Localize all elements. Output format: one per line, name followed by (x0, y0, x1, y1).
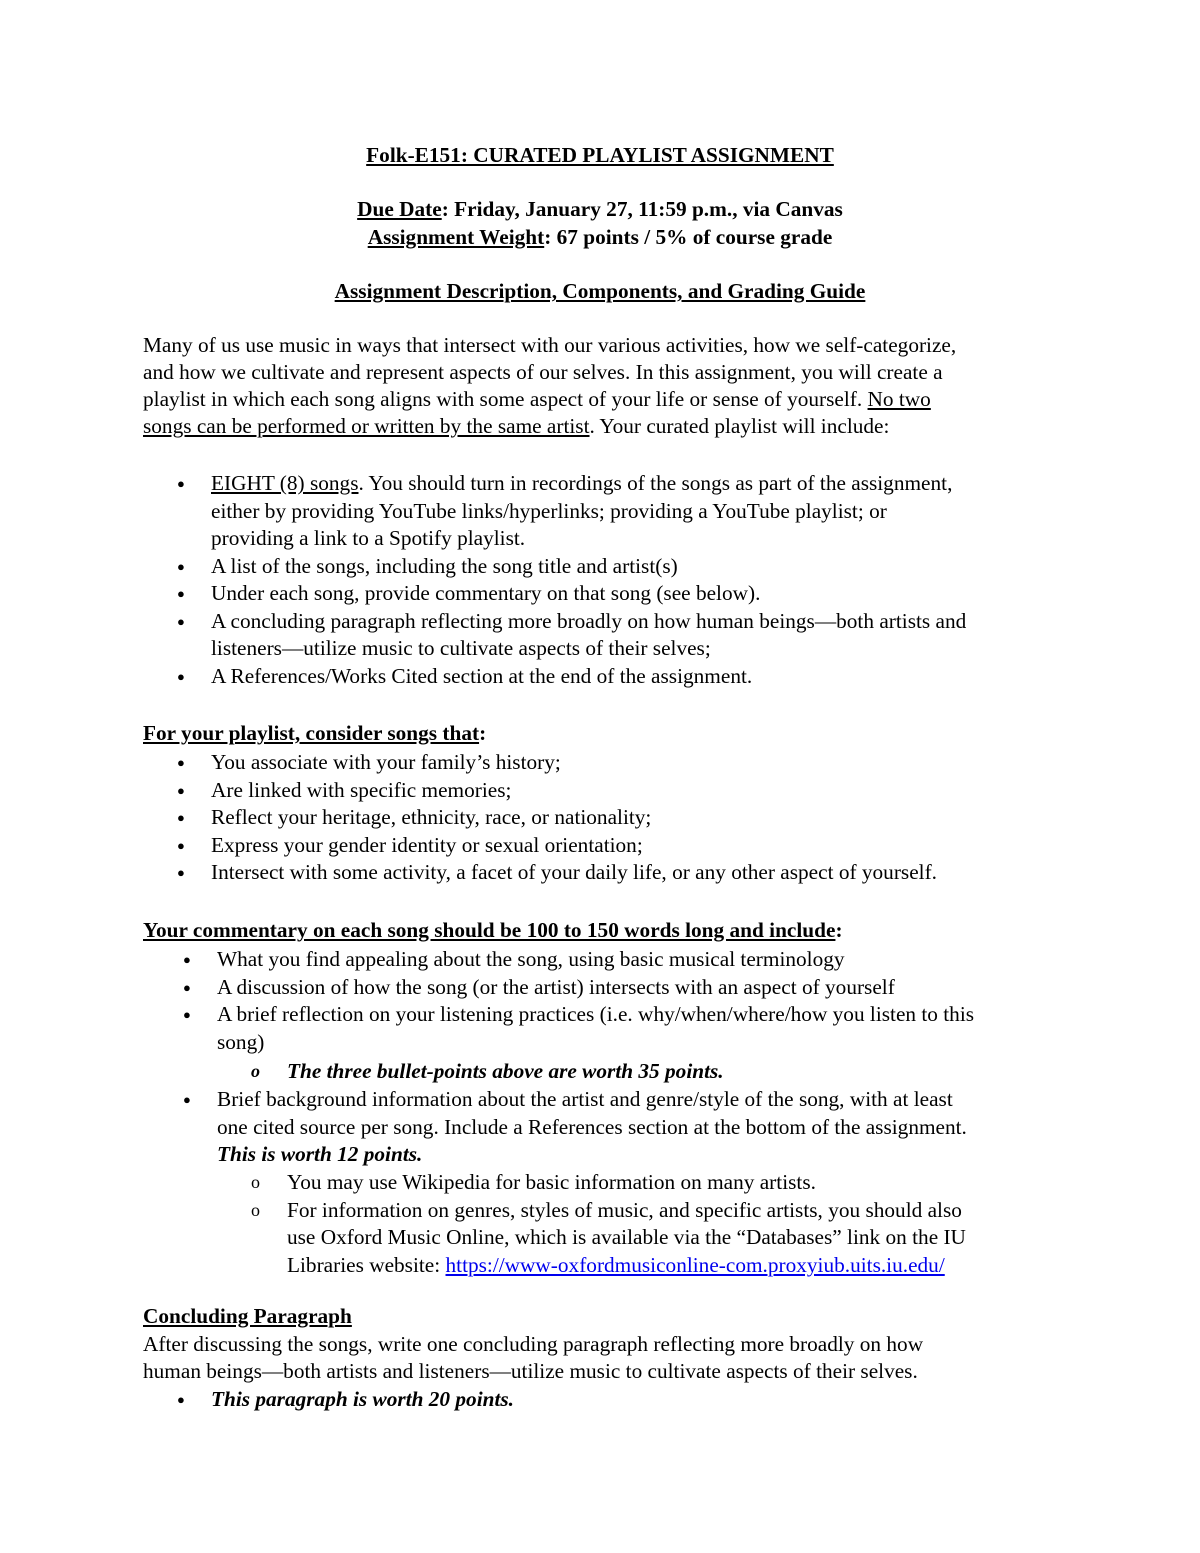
sub-list-text: use Oxford Music Online, which is available via the “Databases” link on the IU (287, 1225, 966, 1249)
concluding-paragraph (143, 1331, 1063, 1385)
oxford-music-online-link[interactable]: https://www-oxfordmusiconline-com.proxyiub.uits.iu.edu/ (445, 1252, 945, 1277)
list-item-text: . You should turn in recordings of the songs as part of the assignment, (358, 471, 953, 495)
consider-heading (143, 720, 1063, 747)
list-item-text: providing a link to a Spotify playlist. (211, 526, 526, 550)
intro-text: . Your curated playlist will include: (589, 414, 890, 438)
list-item-text: ● A brief reflection on your listening practices (i.e. why/when/where/how you listen to this (217, 1002, 975, 1026)
list-item: ● This paragraph is worth 20 points. (143, 1386, 1063, 1414)
list-item: ● A References/Works Cited section at the end of the assignment. (143, 663, 1063, 691)
commentary-heading-text: Your commentary on each song should be 100 to 150 words long and include (143, 918, 836, 942)
commentary-heading (143, 917, 1063, 944)
concluding-line: human beings—both artists and listeners—utilize music to cultivate aspects of their selves. (143, 1359, 918, 1383)
consider-list (143, 749, 1063, 887)
list-item: ● Under each song, provide commentary on that song (see below). (143, 580, 1063, 608)
list-item: ● Reflect your heritage, ethnicity, race, or nationality; (143, 804, 1063, 832)
section-heading (0, 278, 1200, 305)
commentary-list (143, 946, 1063, 1056)
consider-heading-text: For your playlist, consider songs that (143, 721, 480, 745)
intro-line: Many of us use music in ways that intersect with our various activities, how we self-categorize, (143, 333, 957, 357)
due-date-label: Due Date (357, 197, 442, 221)
commentary-list-cont (143, 1086, 1063, 1169)
intro-text: playlist in which each song aligns with some aspect of your life or sense of yourself. (143, 387, 868, 411)
due-date-value: : Friday, January 27, 11:59 p.m., via Canvas (441, 197, 843, 221)
concluding-heading-text: Concluding Paragraph (143, 1304, 352, 1328)
commentary-sublist-2 (143, 1169, 1063, 1279)
list-item: ● Intersect with some activity, a facet of your daily life, or any other aspect of yourself. (143, 859, 1063, 887)
assignment-weight-line (0, 224, 1200, 251)
list-item (143, 1086, 1063, 1169)
sub-list-item: o The three bullet-points above are worth 35 points. (143, 1058, 1063, 1086)
page-title (0, 142, 1200, 169)
intro-underlined-rule: No two (867, 387, 931, 411)
list-item-text: ● Brief background information about the artist and genre/style of the song, with at least (217, 1087, 953, 1111)
commentary-heading-colon: : (835, 918, 843, 942)
due-date-line (0, 196, 1200, 223)
intro-line (143, 413, 1063, 440)
list-item: ● Express your gender identity or sexual orientation; (143, 832, 1063, 860)
intro-underlined-rule: songs can be performed or written by the same artist (143, 414, 590, 438)
intro-line (143, 386, 1063, 413)
concluding-list (143, 1386, 1063, 1414)
list-item (143, 608, 1063, 663)
list-item-text: one cited source per song. Include a References section at the bottom of the assignment. (217, 1114, 967, 1139)
intro-paragraph (143, 332, 1063, 440)
list-item: ● A list of the songs, including the song title and artist(s) (143, 553, 1063, 581)
sub-list-text: Libraries website: (287, 1252, 446, 1277)
concluding-heading (143, 1303, 1063, 1330)
title-text: Folk-E151: CURATED PLAYLIST ASSIGNMENT (366, 143, 834, 167)
list-item (143, 470, 1063, 553)
weight-value: : 67 points / 5% of course grade (544, 225, 833, 249)
list-item (143, 1001, 1063, 1056)
concluding-line: After discussing the songs, write one concluding paragraph reflecting more broadly on how (143, 1332, 924, 1356)
list-item-points: This is worth 12 points. (217, 1142, 423, 1166)
commentary-sublist-1 (143, 1058, 1063, 1086)
list-item-text: listeners—utilize music to cultivate aspects of their selves; (211, 636, 711, 660)
eight-songs-text: EIGHT (8) songs (211, 471, 359, 495)
components-list (143, 470, 1063, 690)
sub-list-item: o You may use Wikipedia for basic information on many artists. (143, 1169, 1063, 1197)
weight-label: Assignment Weight (367, 225, 545, 249)
list-item: ● What you find appealing about the song, using basic musical terminology (143, 946, 1063, 974)
intro-line: and how we cultivate and represent aspects of our selves. In this assignment, you will create a (143, 360, 943, 384)
sub-list-text: o For information on genres, styles of music, and specific artists, you should also (287, 1197, 962, 1222)
list-item-text: song) (217, 1029, 265, 1054)
list-item: ● Are linked with specific memories; (143, 777, 1063, 805)
sub-list-item (143, 1197, 1063, 1280)
list-item: ● A discussion of how the song (or the artist) intersects with an aspect of yourself (143, 974, 1063, 1002)
list-item-text: either by providing YouTube links/hyperlinks; providing a YouTube playlist; or (211, 498, 887, 523)
section-heading-text: Assignment Description, Components, and Grading Guide (334, 279, 866, 303)
list-item-text: ● A concluding paragraph reflecting more broadly on how human beings—both artists and (211, 608, 967, 633)
consider-heading-colon: : (479, 721, 487, 745)
list-item: ● You associate with your family’s history; (143, 749, 1063, 777)
